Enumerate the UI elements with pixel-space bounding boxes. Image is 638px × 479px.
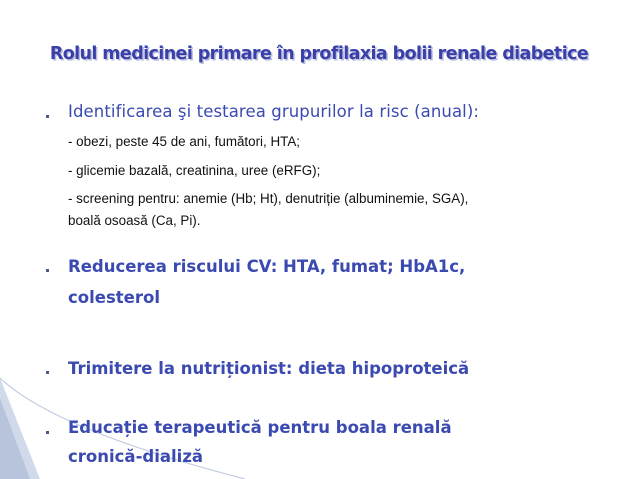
bullet-4-heading-line-2: cronică-dializă <box>68 447 204 466</box>
bullet-1-sub-4: boală osoasă (Ca, Pi). <box>68 213 201 228</box>
square-bullet-icon <box>44 369 52 377</box>
bullet-1-sub-2: - glicemie bazală, creatinina, uree (eRFG); <box>68 163 321 178</box>
slide-title: Rolul medicinei primare în profilaxia bolii renale diabetice <box>49 44 589 64</box>
bullet-3-heading: Trimitere la nutriționist: dieta hipoproteică <box>68 359 470 378</box>
square-bullet-icon <box>44 267 52 275</box>
bullet-1-sub-1: - obezi, peste 45 de ani, fumători, HTA; <box>68 134 300 149</box>
bullet-4-heading-line-1: Educație terapeutică pentru boala renală <box>68 418 452 437</box>
bullet-1-heading: Identificarea şi testarea grupurilor la risc (anual): <box>68 102 480 121</box>
square-bullet-icon <box>44 429 52 437</box>
bullet-1-sub-3: - screening pentru: anemie (Hb; Ht), denutriție (albuminemie, SGA), <box>68 191 469 206</box>
bullet-2-heading-line-1: Reducerea riscului CV: HTA, fumat; HbA1c, <box>68 257 466 276</box>
bullet-2-heading-line-2: colesterol <box>68 288 160 307</box>
square-bullet-icon <box>44 113 52 121</box>
